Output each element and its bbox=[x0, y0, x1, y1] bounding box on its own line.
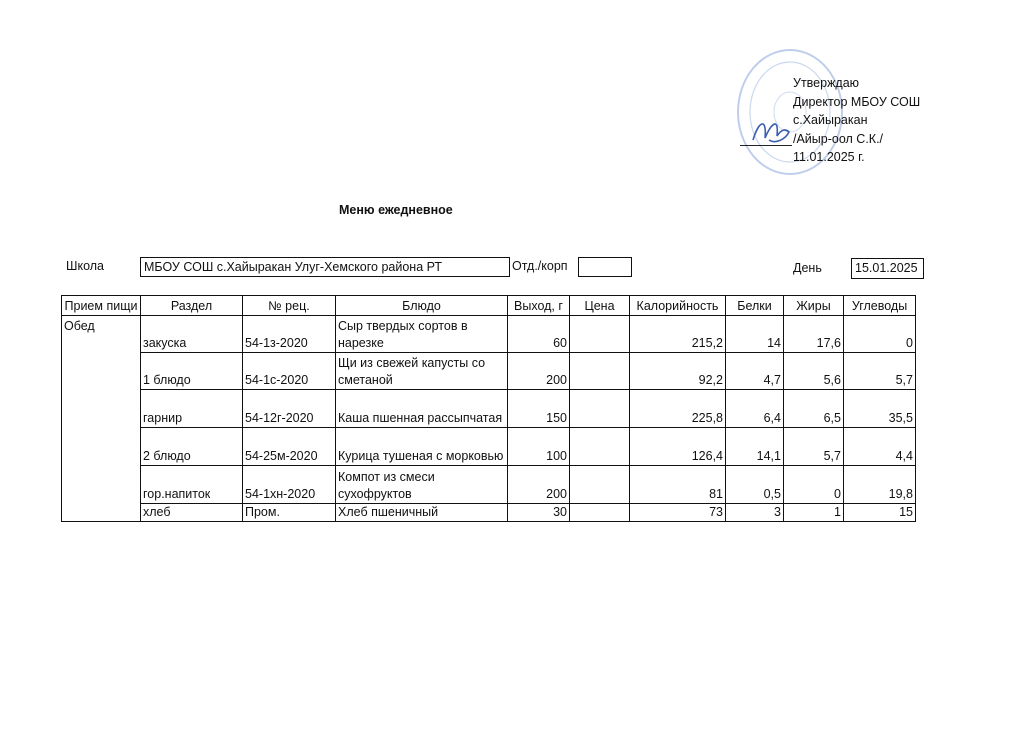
approval-date: 11.01.2025 г. bbox=[793, 150, 865, 164]
recipe-cell: Пром. bbox=[243, 504, 336, 522]
section-cell: хлеб bbox=[141, 504, 243, 522]
column-header: Блюдо bbox=[336, 296, 508, 316]
output-cell: 200 bbox=[508, 466, 570, 504]
recipe-cell: 54-1с-2020 bbox=[243, 353, 336, 390]
output-cell: 100 bbox=[508, 428, 570, 466]
price-cell bbox=[570, 316, 630, 353]
carbs-cell: 19,8 bbox=[844, 466, 916, 504]
approval-line: /Айыр-оол С.К./ bbox=[793, 131, 884, 146]
column-header: Прием пищи bbox=[62, 296, 141, 316]
fat-cell: 0 bbox=[784, 466, 844, 504]
fat-cell: 1 bbox=[784, 504, 844, 522]
calories-cell: 73 bbox=[630, 504, 726, 522]
price-cell bbox=[570, 390, 630, 428]
column-header: Цена bbox=[570, 296, 630, 316]
protein-cell: 3 bbox=[726, 504, 784, 522]
table-row bbox=[62, 504, 916, 522]
column-header: Калорийность bbox=[630, 296, 726, 316]
day-label: День bbox=[793, 261, 822, 275]
recipe-cell: 54-12г-2020 bbox=[243, 390, 336, 428]
dish-cell: Каша пшенная рассыпчатая bbox=[336, 390, 508, 428]
dish-cell: Сыр твердых сортов в нарезке bbox=[336, 316, 508, 353]
dish-cell: Компот из смеси сухофруктов bbox=[336, 466, 508, 504]
recipe-cell: 54-25м-2020 bbox=[243, 428, 336, 466]
protein-cell: 6,4 bbox=[726, 390, 784, 428]
school-label: Школа bbox=[66, 259, 104, 273]
output-cell: 150 bbox=[508, 390, 570, 428]
dept-field bbox=[578, 257, 632, 277]
dish-cell: Хлеб пшеничный bbox=[336, 504, 508, 522]
section-cell: закуска bbox=[141, 316, 243, 353]
approval-block bbox=[793, 74, 920, 167]
dept-label: Отд./корп bbox=[512, 259, 568, 273]
calories-cell: 92,2 bbox=[630, 353, 726, 390]
price-cell bbox=[570, 466, 630, 504]
fat-cell: 6,5 bbox=[784, 390, 844, 428]
table-header-row bbox=[62, 296, 916, 316]
table-row bbox=[62, 316, 916, 353]
fat-cell: 5,6 bbox=[784, 353, 844, 390]
column-header: Жиры bbox=[784, 296, 844, 316]
signature-line bbox=[740, 145, 792, 146]
carbs-cell: 4,4 bbox=[844, 428, 916, 466]
table-row bbox=[62, 390, 916, 428]
table-row bbox=[62, 428, 916, 466]
table-row bbox=[62, 466, 916, 504]
recipe-cell: 54-1з-2020 bbox=[243, 316, 336, 353]
recipe-cell: 54-1хн-2020 bbox=[243, 466, 336, 504]
protein-cell: 14,1 bbox=[726, 428, 784, 466]
school-field: МБОУ СОШ с.Хайыракан Улуг-Хемского района РТ bbox=[140, 257, 510, 277]
dish-cell: Курица тушеная с морковью bbox=[336, 428, 508, 466]
carbs-cell: 35,5 bbox=[844, 390, 916, 428]
section-cell: гарнир bbox=[141, 390, 243, 428]
protein-cell: 4,7 bbox=[726, 353, 784, 390]
carbs-cell: 0 bbox=[844, 316, 916, 353]
price-cell bbox=[570, 504, 630, 522]
output-cell: 200 bbox=[508, 353, 570, 390]
carbs-cell: 15 bbox=[844, 504, 916, 522]
column-header: Выход, г bbox=[508, 296, 570, 316]
price-cell bbox=[570, 428, 630, 466]
price-cell bbox=[570, 353, 630, 390]
calories-cell: 81 bbox=[630, 466, 726, 504]
fat-cell: 17,6 bbox=[784, 316, 844, 353]
calories-cell: 215,2 bbox=[630, 316, 726, 353]
table-row bbox=[62, 353, 916, 390]
dish-cell: Щи из свежей капусты со сметаной bbox=[336, 353, 508, 390]
carbs-cell: 5,7 bbox=[844, 353, 916, 390]
section-cell: 2 блюдо bbox=[141, 428, 243, 466]
column-header: Углеводы bbox=[844, 296, 916, 316]
protein-cell: 0,5 bbox=[726, 466, 784, 504]
approval-line: Директор МБОУ СОШ bbox=[793, 94, 921, 109]
menu-table bbox=[61, 295, 916, 522]
approval-line: с.Хайыракан bbox=[793, 113, 868, 127]
meal-cell: Обед bbox=[62, 316, 141, 522]
column-header: № рец. bbox=[243, 296, 336, 316]
section-cell: 1 блюдо bbox=[141, 353, 243, 390]
calories-cell: 126,4 bbox=[630, 428, 726, 466]
day-field: 15.01.2025 bbox=[851, 258, 924, 279]
approval-line: Утверждаю bbox=[793, 76, 860, 90]
column-header: Белки bbox=[726, 296, 784, 316]
protein-cell: 14 bbox=[726, 316, 784, 353]
column-header: Раздел bbox=[141, 296, 243, 316]
calories-cell: 225,8 bbox=[630, 390, 726, 428]
fat-cell: 5,7 bbox=[784, 428, 844, 466]
output-cell: 30 bbox=[508, 504, 570, 522]
section-cell: гор.напиток bbox=[141, 466, 243, 504]
page-title: Меню ежедневное bbox=[339, 203, 453, 217]
output-cell: 60 bbox=[508, 316, 570, 353]
